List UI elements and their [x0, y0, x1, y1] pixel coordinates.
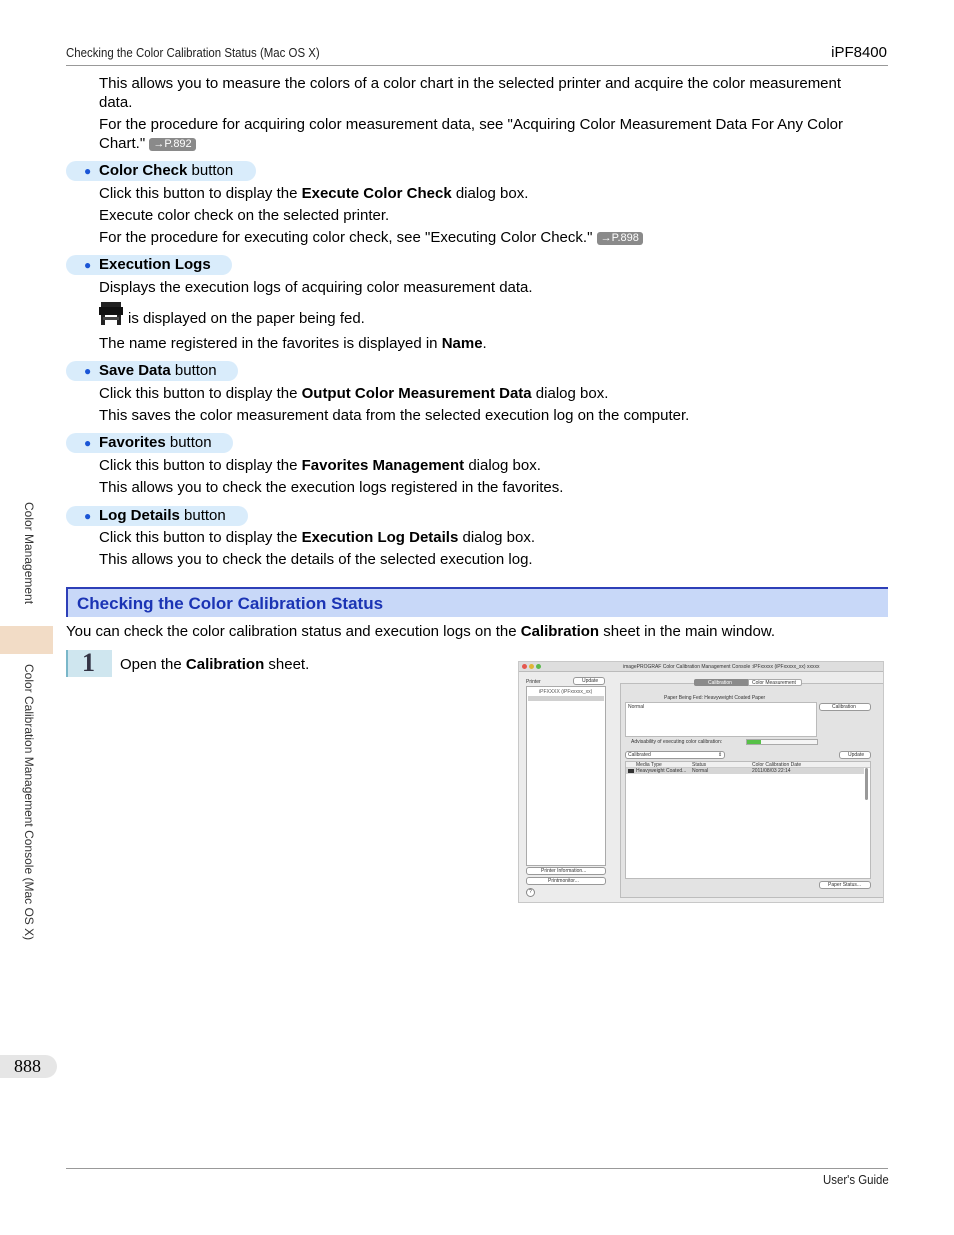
item-heading-favorites: ● Favorites button: [66, 433, 233, 453]
execution-logs-line-1: Displays the execution logs of acquiring color measurement data.: [99, 279, 533, 296]
page-number: 888: [14, 1056, 41, 1076]
execution-logs-line-3: The name registered in the favorites is displayed in Name.: [99, 335, 487, 352]
favorites-line-1: Click this button to display the Favorites Management dialog box.: [99, 457, 541, 474]
step-number-badge: 1: [66, 650, 112, 677]
column-status[interactable]: Status: [692, 762, 707, 768]
item-heading-save-data: ● Save Data button: [66, 361, 238, 381]
item-heading-color-check: ● Color Check button: [66, 161, 256, 181]
bullet-icon: ●: [84, 364, 92, 378]
bullet-icon: ●: [84, 509, 92, 523]
footer-rule: [66, 1168, 888, 1169]
update-button[interactable]: Update: [573, 677, 605, 685]
execution-logs-line-2: is displayed on the paper being fed.: [128, 310, 365, 327]
log-details-line-2: This allows you to check the details of the selected execution log.: [99, 551, 533, 568]
zoom-window-icon[interactable]: [536, 664, 541, 669]
intro-line-2: data.: [99, 94, 133, 111]
printer-information-button[interactable]: Printer Information...: [526, 867, 606, 875]
table-scrollbar[interactable]: [865, 768, 868, 800]
execution-log-table[interactable]: [625, 761, 871, 879]
advisability-meter-fill: [747, 740, 761, 744]
row-media-type: Heavyweight Coated...: [636, 768, 687, 774]
intro-line-1: This allows you to measure the colors of a color chart in the selected printer and acquire the color measurement: [99, 75, 842, 92]
printer-list-item[interactable]: iPFXXXX (iPFxxxxx_xx): [539, 689, 593, 695]
row-status: Normal: [692, 768, 709, 774]
item-heading-log-details: ● Log Details button: [66, 506, 248, 526]
printer-label: Printer: [526, 679, 541, 685]
page-number-tab: [0, 1055, 57, 1078]
help-icon[interactable]: ?: [526, 888, 535, 897]
step-1-text: Open the Calibration sheet.: [120, 656, 310, 673]
printer-icon: [98, 301, 124, 327]
minimize-window-icon[interactable]: [529, 664, 534, 669]
window-title: imagePROGRAF Color Calibration Management Console :iPFxxxxx (iPFxxxxx_xx) xxxxx: [623, 664, 820, 670]
section-description: You can check the color calibration status and execution logs on the Calibration sheet in the main window.: [66, 623, 776, 640]
save-data-line-2: This saves the color measurement data from the selected execution log on the computer.: [99, 407, 690, 424]
dropdown-arrow-icon: ⇕: [718, 752, 723, 758]
sidebar-active-tab: [0, 626, 53, 654]
color-check-line-2: Execute color check on the selected printer.: [99, 207, 390, 224]
running-header-model: iPF8400: [831, 44, 887, 61]
app-screenshot: [518, 661, 884, 903]
close-window-icon[interactable]: [522, 664, 527, 669]
save-data-line-1: Click this button to display the Output Color Measurement Data dialog box.: [99, 385, 609, 402]
intro-line-4: Chart." →P.892: [99, 134, 196, 153]
calibration-button[interactable]: Calibration: [819, 703, 871, 711]
column-media-type[interactable]: Media Type: [636, 762, 662, 768]
tab-calibration[interactable]: Calibration: [694, 679, 748, 686]
section-title: Checking the Color Calibration Status: [77, 594, 384, 613]
bullet-icon: ●: [84, 258, 92, 272]
tab-color-measurement[interactable]: Color Measurement: [748, 679, 802, 686]
running-header-title: Checking the Color Calibration Status (Mac OS X): [66, 45, 320, 60]
footer-guide-name: User's Guide: [823, 1172, 889, 1187]
item-heading-execution-logs: ● Execution Logs: [66, 255, 232, 275]
section-heading-bar: [66, 587, 888, 617]
advisability-meter: [746, 739, 818, 745]
column-calibration-date[interactable]: Color Calibration Date: [752, 762, 802, 768]
sidebar-chapter-label: Color Management: [22, 502, 36, 605]
page-reference-link[interactable]: →P.892: [149, 138, 195, 151]
printer-list[interactable]: [526, 686, 606, 866]
printmonitor-button[interactable]: Printmonitor...: [526, 877, 606, 885]
header-rule: [66, 65, 888, 66]
update-list-button[interactable]: Update: [839, 751, 871, 759]
printer-list-selected-row[interactable]: [528, 696, 604, 701]
color-check-line-1: Click this button to display the Execute Color Check dialog box.: [99, 185, 529, 202]
intro-line-3: For the procedure for acquiring color measurement data, see "Acquiring Color Measurement Data For Any Color: [99, 116, 844, 133]
filter-dropdown[interactable]: Calibrated ⇕: [625, 751, 725, 759]
color-check-line-3: For the procedure for executing color check, see "Executing Color Check." →P.898: [99, 228, 643, 247]
paper-being-fed: Paper Being Fed: Heavyweight Coated Paper: [664, 695, 766, 701]
paper-status-button[interactable]: Paper Status...: [819, 881, 871, 889]
bullet-icon: ●: [84, 436, 92, 450]
sidebar-subchapter-label: Color Calibration Management Console (Mac OS X): [22, 664, 36, 941]
favorites-line-2: This allows you to check the execution logs registered in the favorites.: [99, 479, 564, 496]
printer-icon: [628, 769, 634, 773]
row-date: 2011/08/03 22:14: [752, 768, 791, 774]
page-reference-link[interactable]: →P.898: [597, 232, 643, 245]
bullet-icon: ●: [84, 164, 92, 178]
log-details-line-1: Click this button to display the Execution Log Details dialog box.: [99, 529, 536, 546]
status-text-area: Normal: [625, 702, 817, 737]
advisability-label: Advisability of executing color calibration:: [631, 739, 723, 745]
